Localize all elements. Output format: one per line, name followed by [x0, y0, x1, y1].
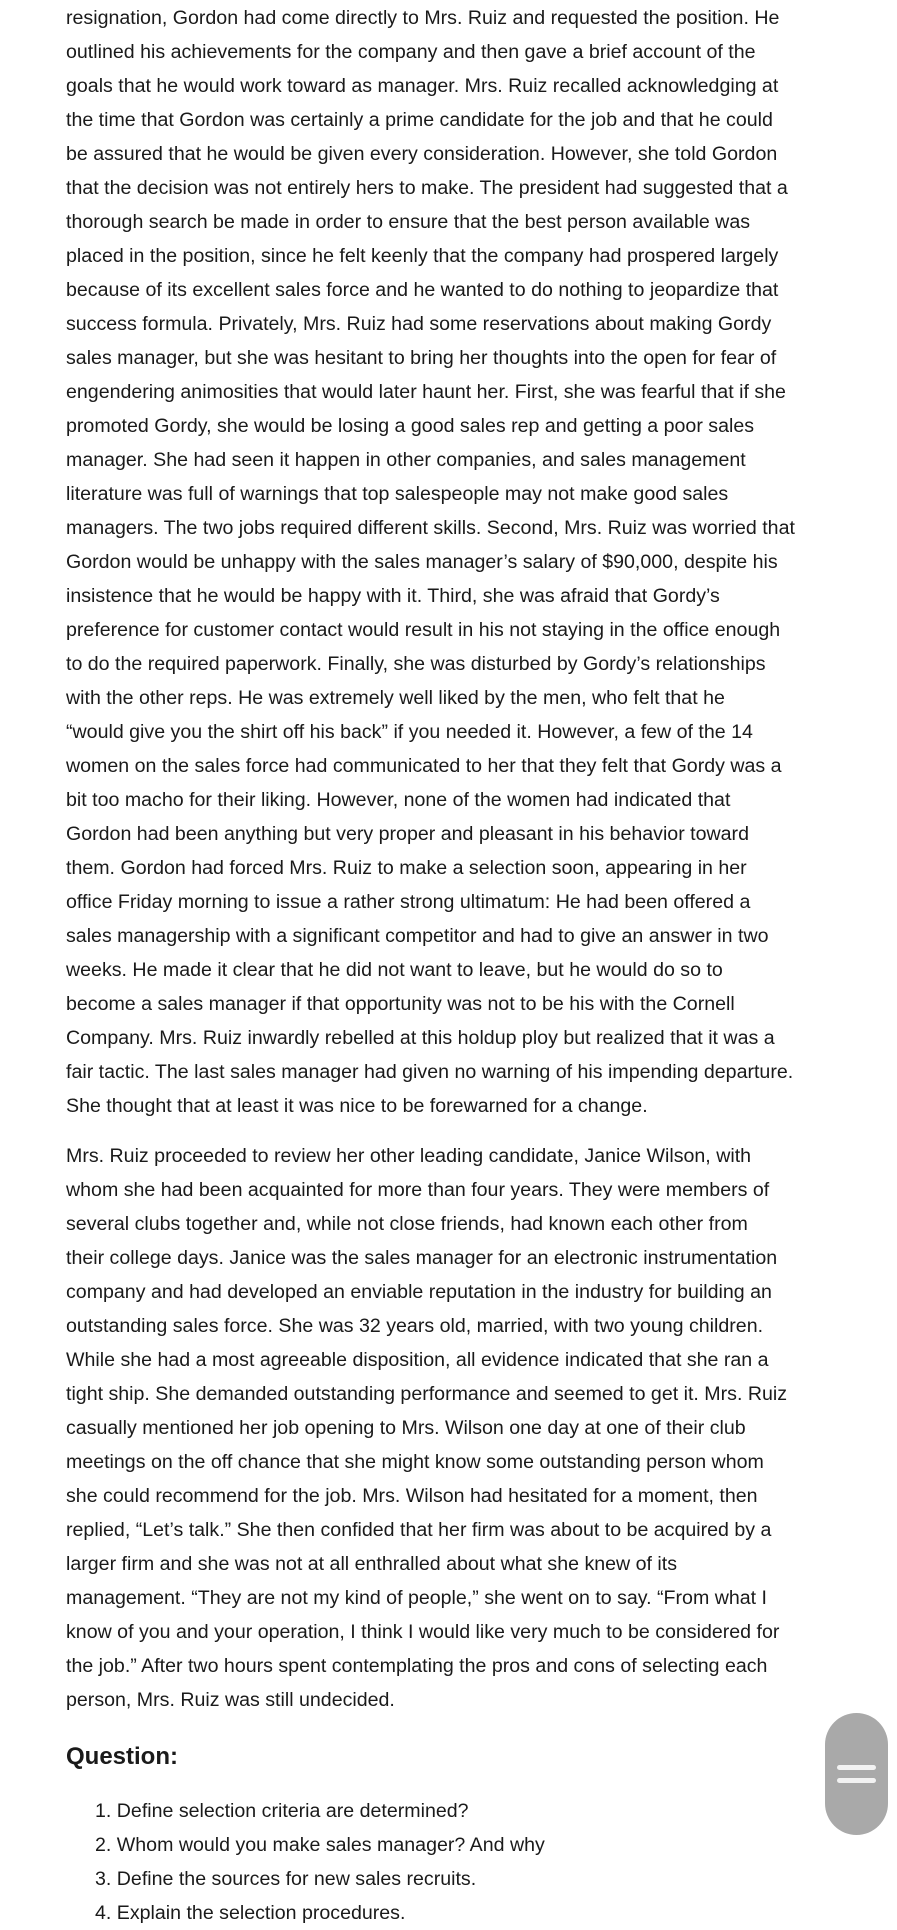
paragraph-line: the job.” After two hours spent contemplating the pros and cons of selecting each — [66, 1655, 768, 1677]
paragraph-line: that the decision was not entirely hers to make. The president had suggested that a — [66, 177, 788, 199]
paragraph-line: insistence that he would be happy with it. Third, she was afraid that Gordy’s — [66, 585, 720, 607]
question-heading: Question: — [66, 1743, 178, 1770]
paragraph-line: placed in the position, since he felt keenly that the company had prospered largely — [66, 245, 779, 267]
paragraph-line: outlined his achievements for the company and then gave a brief account of the — [66, 41, 756, 63]
paragraph-line: resignation, Gordon had come directly to Mrs. Ruiz and requested the position. He — [66, 7, 780, 29]
paragraph-line: managers. The two jobs required different skills. Second, Mrs. Ruiz was worried that — [66, 517, 795, 539]
paragraph-janice — [66, 1139, 846, 1717]
paragraph-line: promoted Gordy, she would be losing a good sales rep and getting a poor sales — [66, 415, 755, 437]
paragraph-line: meetings on the off chance that she might know some outstanding person whom — [66, 1451, 764, 1473]
paragraph-line: office Friday morning to issue a rather strong ultimatum: He had been offered a — [66, 891, 751, 913]
paragraph-line: tight ship. She demanded outstanding performance and seemed to get it. Mrs. Ruiz — [66, 1383, 788, 1405]
paragraph-line: engendering animosities that would later haunt her. First, she was fearful that if she — [66, 381, 786, 403]
paragraph-line: become a sales manager if that opportunity was not to be his with the Cornell — [66, 993, 735, 1015]
paragraph-line: “would give you the shirt off his back” if you needed it. However, a few of the 14 — [66, 721, 753, 743]
paragraph-line: with the other reps. He was extremely well liked by the men, who felt that he — [66, 687, 725, 709]
paragraph-line: preference for customer contact would result in his not staying in the office enough — [66, 619, 781, 641]
paragraph-line: company and had developed an enviable reputation in the industry for building an — [66, 1281, 772, 1303]
paragraph-line: She thought that at least it was nice to be forewarned for a change. — [66, 1095, 648, 1117]
question-item: 4. Explain the selection procedures. — [95, 1902, 406, 1924]
paragraph-line: the time that Gordon was certainly a prime candidate for the job and that he could — [66, 109, 773, 131]
menu-handle-icon — [837, 1765, 876, 1770]
paragraph-line: because of its excellent sales force and he wanted to do nothing to jeopardize that — [66, 279, 779, 301]
document-body — [66, 0, 846, 1930]
paragraph-line: women on the sales force had communicated to her that they felt that Gordy was a — [66, 755, 782, 777]
paragraph-line: their college days. Janice was the sales manager for an electronic instrumentation — [66, 1247, 778, 1269]
paragraph-line: Gordon had been anything but very proper and pleasant in his behavior toward — [66, 823, 749, 845]
paragraph-line: casually mentioned her job opening to Mrs. Wilson one day at one of their club — [66, 1417, 746, 1439]
paragraph-line: management. “They are not my kind of people,” she went on to say. “From what I — [66, 1587, 767, 1609]
paragraph-line: manager. She had seen it happen in other companies, and sales management — [66, 449, 746, 471]
paragraph-line: Company. Mrs. Ruiz inwardly rebelled at this holdup ploy but realized that it was a — [66, 1027, 775, 1049]
paragraph-line: know of you and your operation, I think I would like very much to be considered for — [66, 1621, 780, 1643]
scroll-handle-button[interactable] — [825, 1713, 888, 1835]
paragraph-line: larger firm and she was not at all enthralled about what she knew of its — [66, 1553, 678, 1575]
paragraph-line: whom she had been acquainted for more than four years. They were members of — [66, 1179, 770, 1201]
paragraph-line: fair tactic. The last sales manager had given no warning of his impending departure. — [66, 1061, 794, 1083]
paragraph-line: sales managership with a significant competitor and had to give an answer in two — [66, 925, 769, 947]
question-item: 1. Define selection criteria are determined? — [95, 1800, 469, 1822]
paragraph-line: literature was full of warnings that top salespeople may not make good sales — [66, 483, 729, 505]
paragraph-line: to do the required paperwork. Finally, she was disturbed by Gordy’s relationships — [66, 653, 766, 675]
question-item: 2. Whom would you make sales manager? And why — [95, 1834, 545, 1856]
paragraph-line: several clubs together and, while not close friends, had known each other from — [66, 1213, 748, 1235]
paragraph-line: weeks. He made it clear that he did not want to leave, but he would do so to — [66, 959, 723, 981]
paragraph-line: bit too macho for their liking. However, none of the women had indicated that — [66, 789, 731, 811]
paragraph-line: sales manager, but she was hesitant to bring her thoughts into the open for fear of — [66, 347, 777, 369]
paragraph-line: person, Mrs. Ruiz was still undecided. — [66, 1689, 395, 1711]
paragraph-line: Mrs. Ruiz proceeded to review her other leading candidate, Janice Wilson, with — [66, 1145, 752, 1167]
paragraph-line: them. Gordon had forced Mrs. Ruiz to make a selection soon, appearing in her — [66, 857, 747, 879]
paragraph-line: be assured that he would be given every consideration. However, she told Gordon — [66, 143, 778, 165]
paragraph-line: outstanding sales force. She was 32 years old, married, with two young children. — [66, 1315, 764, 1337]
paragraph-line: she could recommend for the job. Mrs. Wilson had hesitated for a moment, then — [66, 1485, 758, 1507]
paragraph-line: Gordon would be unhappy with the sales manager’s salary of $90,000, despite his — [66, 551, 778, 573]
question-list — [66, 1794, 846, 1930]
paragraph-line: While she had a most agreeable disposition, all evidence indicated that she ran a — [66, 1349, 769, 1371]
paragraph-gordon — [66, 1, 846, 1123]
paragraph-line: thorough search be made in order to ensure that the best person available was — [66, 211, 751, 233]
question-item: 3. Define the sources for new sales recruits. — [95, 1868, 477, 1890]
paragraph-line: success formula. Privately, Mrs. Ruiz had some reservations about making Gordy — [66, 313, 772, 335]
menu-handle-icon — [837, 1778, 876, 1783]
paragraph-line: replied, “Let’s talk.” She then confided that her firm was about to be acquired by a — [66, 1519, 772, 1541]
paragraph-line: goals that he would work toward as manager. Mrs. Ruiz recalled acknowledging at — [66, 75, 779, 97]
